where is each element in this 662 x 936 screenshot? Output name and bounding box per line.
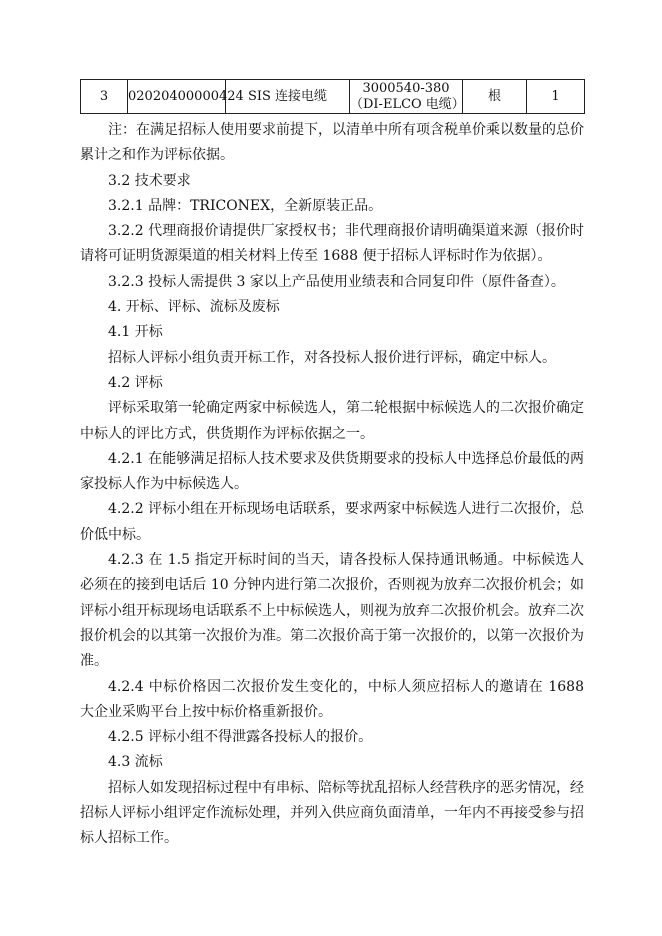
note-paragraph: 注：在满足招标人使用要求前提下，以清单中所有项含税单价乘以数量的总价累计之和作为评标依据。 bbox=[80, 122, 584, 164]
document-page bbox=[80, 79, 584, 852]
paragraph-4-2: 评标采取第一轮确定两家中标候选人，第二轮根据中标候选人的二次报价确定中标人的评比方式，供货期作为评标依据之一。 bbox=[80, 400, 584, 442]
heading-4-3: 4.3 流标 bbox=[108, 754, 163, 771]
item-table bbox=[80, 79, 585, 114]
cell-material-code: 02020400000424 bbox=[128, 80, 226, 114]
paragraph-4-2-1: 4.2.1 在能够满足招标人技术要求及供货期要求的投标人中选择总价最低的两家投标人作为中标候选人。 bbox=[80, 450, 584, 493]
paragraph-4-2-2: 4.2.2 评标小组在开标现场电话联系，要求两家中标候选人进行二次报价，总价低中标。 bbox=[80, 501, 584, 543]
cell-unit: 根 bbox=[463, 80, 527, 114]
model-number: 3000540-380 bbox=[362, 80, 450, 96]
paragraph-4-1: 招标人评标小组负责开标工作，对各投标人报价进行评标，确定中标人。 bbox=[108, 349, 556, 366]
paragraph-4-2-5: 4.2.5 评标小组不得泄露各投标人的报价。 bbox=[108, 729, 373, 746]
paragraph-3-2-3: 3.2.3 投标人需提供 3 家以上产品使用业绩表和合同复印件（原件备查）。 bbox=[108, 273, 565, 290]
model-note: （DI-ELCO 电缆） bbox=[350, 96, 465, 112]
heading-4-1: 4.1 开标 bbox=[108, 324, 163, 341]
paragraph-3-2-1: 3.2.1 品牌：TRICONEX，全新原装正品。 bbox=[108, 197, 383, 214]
paragraph-3-2-2: 3.2.2 代理商报价请提供厂家授权书；非代理商报价请明确渠道来源（报价时请将可证明货源渠道的相关材料上传至 1688 便于招标人评标时作为依据）。 bbox=[80, 223, 584, 265]
paragraph-4-3: 招标人如发现招标过程中有串标、陪标等扰乱招标人经营秩序的恶劣情况，经招标人评标小组评定作流标处理，并列入供应商负面清单，一年内不再接受参与招标人招标工作。 bbox=[80, 779, 584, 847]
cell-quantity: 1 bbox=[527, 80, 585, 114]
paragraph-4-2-4: 4.2.4 中标价格因二次报价发生变化的，中标人须应招标人的邀请在 1688 大企业采购平台上按中标价格重新报价。 bbox=[80, 678, 584, 720]
cell-index: 3 bbox=[81, 80, 128, 114]
paragraph-4-2-3: 4.2.3 在 1.5 指定开标时间的当天，请各投标人保持通讯畅通。中标候选人必须在的接到电话后 10 分钟内进行第二次报价，否则视为放弃二次报价机会；如评标小组开标现场电话联系不上中标候选人，则视为放弃二次报价机会。放弃二次报价机会的以其第一次报价为准。第二次报价高于第一次报价的，以第一次报价为准。 bbox=[80, 552, 584, 670]
table-row bbox=[81, 80, 585, 114]
cell-model bbox=[350, 80, 463, 114]
heading-4: 4. 开标、评标、流标及废标 bbox=[108, 299, 280, 316]
heading-4-2: 4.2 评标 bbox=[108, 374, 163, 391]
heading-3-2: 3.2 技术要求 bbox=[108, 172, 191, 189]
cell-name: SIS 连接电缆 bbox=[226, 80, 350, 114]
